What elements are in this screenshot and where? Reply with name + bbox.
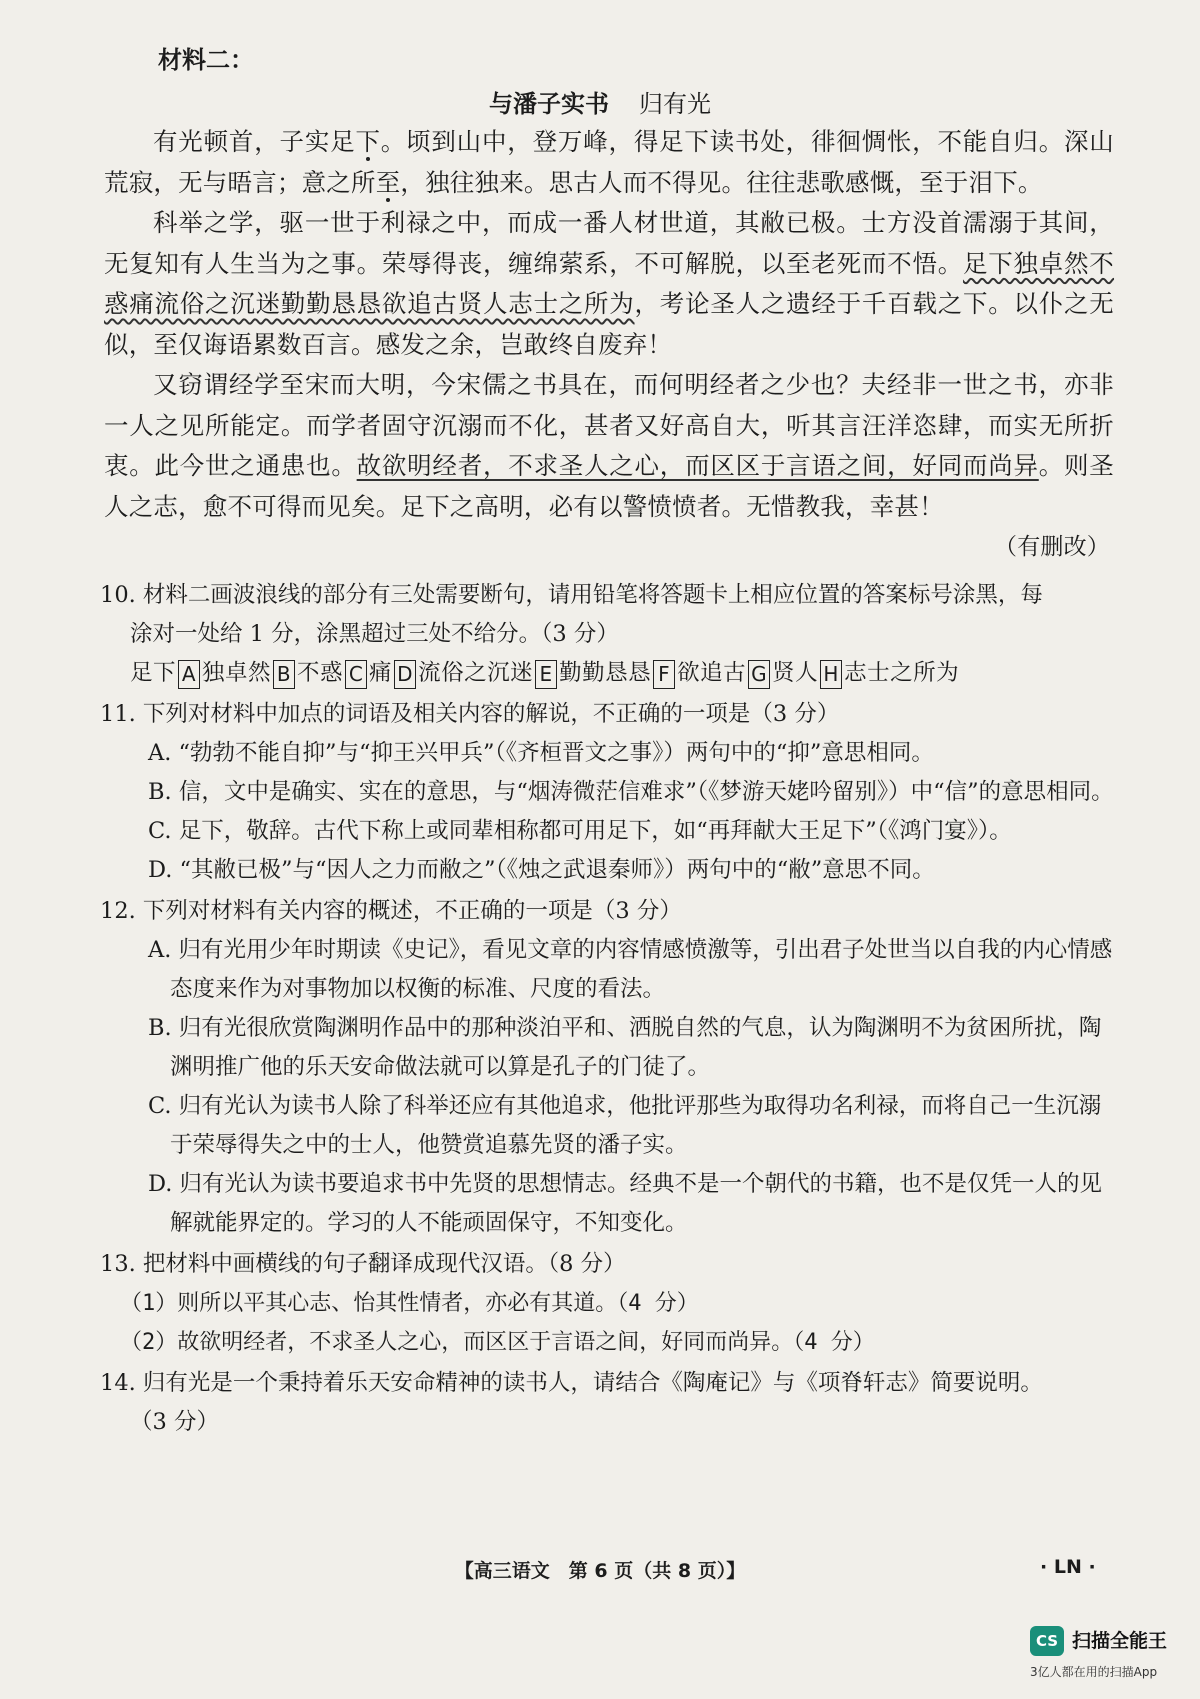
scanner-logo-icon: CS <box>1030 1626 1064 1656</box>
option-c <box>100 1087 1122 1165</box>
option-c <box>100 812 1122 851</box>
question-10 <box>100 576 1122 693</box>
text-run: 。顷到山中，登万峰，得足下读书处，徘徊惆怅，不能自归。深山荒寂，无与晤言；意之所 <box>104 127 1115 197</box>
paragraph-2 <box>104 203 1114 365</box>
text-run: 有光顿首，子实足 <box>153 127 356 156</box>
option-text: D. 归有光认为读书要追求书中先贤的思想情志。经典不是一个朝代的书籍，也不是仅凭一人的见解就能界定的。学习的人不能顽固保守，不知变化。 <box>148 1171 1103 1236</box>
option-text: C. 归有光认为读书人除了科举还应有其他追求，他批评那些为取得功名利禄，而将自己一生沉溺于荣辱得失之中的士人，他赞赏追慕先贤的潘子实。 <box>148 1093 1102 1158</box>
option-a <box>100 931 1122 1009</box>
option-a <box>100 734 1122 773</box>
question-12-stem: 12. 下列对材料有关内容的概述，不正确的一项是（3 分） <box>100 898 682 924</box>
segment: 独卓然 <box>202 660 272 686</box>
break-option-box[interactable]: F <box>653 660 675 689</box>
option-d <box>100 851 1122 890</box>
dotted-char: 至 <box>375 167 401 197</box>
option-text: D. “其敝已极”与“因人之力而敝之”（《烛之武退秦师》）两句中的“敝”意思不同。 <box>148 857 935 883</box>
question-12 <box>100 892 1122 1243</box>
break-option-box[interactable]: G <box>748 660 770 689</box>
material-text <box>104 122 1114 568</box>
essay-title: 与潘子实书 <box>489 90 609 118</box>
section-label: 材料二： <box>158 46 254 74</box>
segment: 勤勤恳恳 <box>559 660 652 686</box>
segment: 不惑 <box>297 660 344 686</box>
text-run: 又窃谓经学至宋而大明，今宋儒之书具在，而何明经者之少也？夫经非一世之书，亦非一人之见所能定。而学者固守沉溺而不化，甚者又好高自大，听其言汪洋恣肆，而实无所折衷。此今世之通患也。 <box>104 370 1114 480</box>
question-14 <box>100 1364 1122 1442</box>
option-d <box>100 1165 1122 1243</box>
text-run: 科举之学，驱一世于利禄之中，而成一番人材世道，其敝已极。士方没首濡溺于其间，无复知有人生当为之事。荣辱得丧，缠绵萦系，不可解脱，以至老死而不悟。 <box>104 208 1114 278</box>
option-text: B. 信，文中是确实、实在的意思，与“烟涛微茫信难求”（《梦游天姥吟留别》）中“信”的意思相同。 <box>148 779 1114 805</box>
underlined-sentence: 故欲明经者，不求圣人之心，而区区于言语之间，好同而尚异 <box>356 451 1039 480</box>
option-b <box>100 1009 1122 1087</box>
text-run: ，考论圣人之遗经于千百载之下。以仆之无似，至仅诲语累数百言。感发之余，岂敢终自废弃！ <box>104 289 1114 359</box>
edition-code: · LN · <box>1040 1556 1096 1578</box>
question-10-line-2: 涂对一处给 1 分，涂黑超过三处不给分。（3 分） <box>130 621 619 647</box>
translation-item-2: （2）故欲明经者，不求圣人之心，而区区于言语之间，好同而尚异。（4 分） <box>120 1330 875 1355</box>
option-b <box>100 773 1122 812</box>
segment: 欲追古 <box>677 660 747 686</box>
sentence-break-options <box>100 654 1122 693</box>
question-11 <box>100 695 1122 890</box>
segment: 贤人 <box>772 660 819 686</box>
segment: 足下 <box>130 660 177 686</box>
option-text: A. 归有光用少年时期读《史记》，看见文章的内容情感愤激等，引出君子处世当以自我的内心情感态度来作为对事物加以权衡的标准、尺度的看法。 <box>148 937 1113 1002</box>
essay-title-line <box>0 84 1200 119</box>
question-13-stem: 13. 把材料中画横线的句子翻译成现代汉语。（8 分） <box>100 1251 626 1277</box>
translation-item-1: （1）则所以平其心志、怡其性情者，亦必有其道。（4 分） <box>120 1291 699 1316</box>
break-option-box[interactable]: B <box>273 660 295 689</box>
dotted-char: 下 <box>355 127 381 156</box>
page-footer: 【高三语文 第 6 页（共 8 页）】 <box>454 1560 746 1582</box>
break-option-box[interactable]: E <box>535 660 557 689</box>
break-option-box[interactable]: H <box>820 660 842 689</box>
text-run: 。则圣人之志，愈不可得而见矣。足下之高明，必有以警愤愤者。无惜教我，幸甚！ <box>104 451 1114 521</box>
break-option-box[interactable]: C <box>345 660 367 689</box>
option-text: C. 足下，敬辞。古代下称上或同辈相称都可用足下，如“再拜献大王足下”（《鸿门宴》）。 <box>148 818 1012 844</box>
edit-note: （有删改） <box>994 534 1110 560</box>
question-14-line-2: （3 分） <box>130 1409 219 1435</box>
question-14-line-1: 14. 归有光是一个秉持着乐天安命精神的读书人，请结合《陶庵记》与《项脊轩志》简要说明。 <box>100 1370 1043 1396</box>
questions <box>100 576 1122 1444</box>
wavy-underlined-passage: 足下独卓然不惑痛流俗之沉迷勤勤恳恳欲追古贤人志士之所为 <box>104 248 1115 318</box>
segment: 痛 <box>369 660 393 686</box>
paragraph-3 <box>104 365 1114 527</box>
option-text: A. “勃勃不能自抑”与“抑王兴甲兵”（《齐桓晋文之事》）两句中的“抑”意思相同。 <box>148 740 934 766</box>
scanner-app-name: 扫描全能王 <box>1072 1630 1168 1652</box>
segment: 志士之所为 <box>844 660 960 686</box>
text-run: ，独往独来。思古人而不得见。往往悲歌感慨，至于泪下。 <box>400 167 1043 197</box>
question-13 <box>100 1245 1122 1362</box>
question-11-stem: 11. 下列对材料中加点的词语及相关内容的解说，不正确的一项是（3 分） <box>100 701 840 727</box>
break-option-box[interactable]: D <box>394 660 416 689</box>
segment: 流俗之沉迷 <box>418 660 534 686</box>
option-text: B. 归有光很欣赏陶渊明作品中的那种淡泊平和、洒脱自然的气息，认为陶渊明不为贫困所扰，陶渊明推广他的乐天安命做法就可以算是孔子的门徒了。 <box>148 1015 1102 1080</box>
question-10-line-1: 10. 材料二画波浪线的部分有三处需要断句，请用铅笔将答题卡上相应位置的答案标号涂黑，每 <box>100 582 1043 608</box>
paragraph-1 <box>104 122 1114 203</box>
essay-author: 归有光 <box>639 90 711 118</box>
scanner-tagline: 3亿人都在用的扫描App <box>1030 1665 1158 1679</box>
break-option-box[interactable]: A <box>178 660 200 689</box>
